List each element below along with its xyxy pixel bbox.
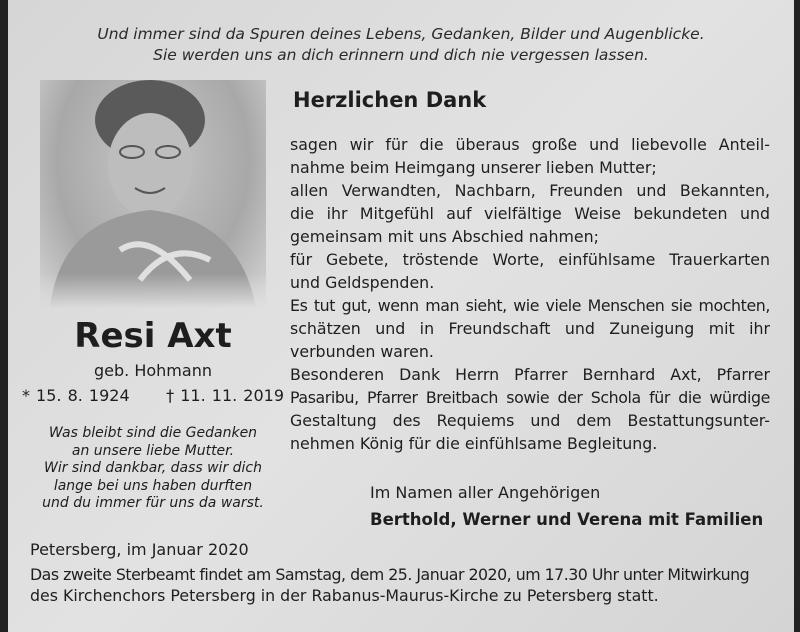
motto-line: Sie werden uns an dich erinnern und dich nie vergessen lassen.: [153, 46, 649, 64]
portrait-photo: [40, 80, 266, 308]
signature-names: Berthold, Werner und Verena mit Familien: [370, 510, 764, 529]
verse-line: und du immer für uns da warst.: [42, 495, 264, 511]
place-date: Petersberg, im Januar 2020: [30, 540, 249, 559]
signature-intro: Im Namen aller Angehörigen: [370, 483, 601, 502]
thanks-text: [290, 133, 770, 455]
verse: [8, 425, 298, 513]
text-line: verbunden waren.: [290, 342, 434, 361]
text-line: für Gebete, tröstende Worte, einfühlsame Trauerkarten: [290, 250, 770, 269]
deceased-name: Resi Axt: [74, 316, 232, 356]
motto-line: Und immer sind da Spuren deines Lebens, Gedanken, Bilder und Augenblicke.: [97, 25, 705, 43]
text-line: sagen wir für die überaus große und liebevolle Anteil-: [290, 135, 770, 154]
obituary-notice: [8, 0, 794, 632]
text-line: allen Verwandten, Nachbarn, Freunden und Bekannten,: [290, 181, 770, 200]
text-line: nahme beim Heimgang unserer lieben Mutter;: [290, 158, 657, 177]
text-line: Besonderen Dank Herrn Pfarrer Bernhard Axt, Pfarrer: [290, 365, 770, 384]
verse-line: Wir sind dankbar, dass wir dich: [43, 460, 262, 476]
text-line: Pasaribu, Pfarrer Breitbach sowie der Schola für die würdige: [290, 388, 770, 407]
birth-date: * 15. 8. 1924: [21, 386, 130, 405]
note-line: Das zweite Sterbeamt findet am Samstag, dem 25. Januar 2020, um 17.30 Uhr unter Mitwirkung: [30, 565, 750, 584]
life-dates: [8, 386, 298, 405]
text-line: gemeinsam mit uns Abschied nahmen;: [290, 227, 599, 246]
motto: [8, 24, 794, 66]
text-line: und Geldspenden.: [290, 273, 435, 292]
text-line: nehmen König für die einfühlsame Begleitung.: [290, 434, 658, 453]
verse-line: an unsere liebe Mutter.: [71, 442, 235, 459]
text-line: Es tut gut, wenn man sieht, wie viele Menschen sie mochten,: [290, 296, 770, 315]
service-note: [30, 564, 749, 606]
heading: Herzlichen Dank: [293, 88, 487, 112]
note-line: des Kirchenchors Petersberg in der Rabanus-Maurus-Kirche zu Petersberg statt.: [30, 586, 659, 605]
verse-line: lange bei uns haben durften: [53, 477, 253, 494]
text-line: die ihr Mitgefühl auf vielfältige Weise bekundeten und: [290, 204, 770, 223]
text-line: Gestaltung des Requiems und dem Bestattungsunter-: [290, 411, 770, 430]
text-line: schätzen und in Freundschaft und Zuneigung mit ihr: [290, 319, 770, 338]
death-date: † 11. 11. 2019: [166, 386, 285, 405]
verse-line: Was bleibt sind die Gedanken: [48, 425, 258, 441]
birth-name: geb. Hohmann: [94, 361, 212, 380]
